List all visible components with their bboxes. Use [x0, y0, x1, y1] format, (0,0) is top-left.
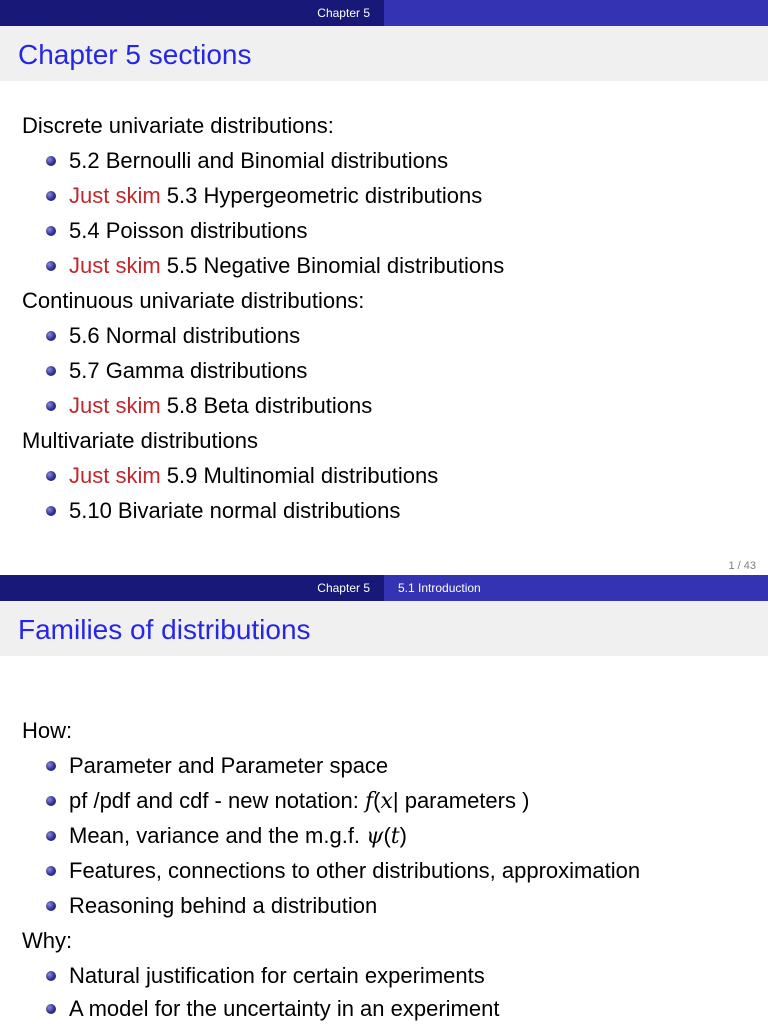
math-open-paren: (: [373, 788, 381, 813]
bullet-icon: [46, 226, 56, 236]
list-item: [22, 818, 640, 853]
bullet-icon: [46, 1004, 56, 1014]
bullet-icon: [46, 866, 56, 876]
list-item: [22, 748, 640, 783]
bullet-icon: [46, 506, 56, 516]
headline-section[interactable]: 5.1 Introduction: [384, 575, 768, 601]
list-item: [22, 493, 504, 528]
math-t: t: [390, 824, 400, 849]
math-psi: ψ: [366, 824, 384, 849]
math-f: f: [364, 789, 374, 814]
bullet-icon: [46, 331, 56, 341]
frame-title-bar: [0, 601, 768, 656]
item-text: 5.3 Hypergeometric distributions: [160, 183, 483, 208]
bullet-icon: [46, 191, 56, 201]
group-heading: Multivariate distributions: [22, 428, 258, 453]
list-item: [22, 888, 640, 923]
bullet-icon: [46, 156, 56, 166]
item-text: 5.10 Bivariate normal distributions: [69, 498, 401, 523]
frame-title: Chapter 5 sections: [18, 39, 252, 70]
list-item: [22, 353, 504, 388]
bullet-icon: [46, 401, 56, 411]
headline-bar: [0, 575, 768, 601]
headline-section[interactable]: [384, 0, 768, 26]
just-skim-label: Just skim: [69, 253, 161, 278]
math-bar: |: [392, 788, 399, 813]
item-text: Natural justification for certain experiments: [69, 963, 485, 988]
families-list: [22, 713, 640, 1024]
bullet-icon: [46, 796, 56, 806]
why-heading: Why:: [22, 928, 73, 953]
math-close-paren: ): [399, 823, 407, 848]
list-item: [22, 783, 640, 818]
how-heading: How:: [22, 718, 73, 743]
list-item: [22, 248, 504, 283]
item-text: 5.8 Beta distributions: [160, 393, 373, 418]
item-text: A model for the uncertainty in an experiment: [69, 996, 500, 1021]
list-item: [22, 853, 640, 888]
item-text: Reasoning behind a distribution: [69, 893, 378, 918]
frame-title: Families of distributions: [18, 614, 311, 645]
math-open-paren: (: [383, 823, 391, 848]
slide-2: [0, 575, 768, 1024]
item-text: Features, connections to other distributions, approximation: [69, 858, 641, 883]
item-text: 5.9 Multinomial distributions: [160, 463, 439, 488]
list-item: [22, 178, 504, 213]
item-text: 5.2 Bernoulli and Binomial distributions: [69, 148, 449, 173]
bullet-icon: [46, 971, 56, 981]
group-heading: Discrete univariate distributions:: [22, 113, 334, 138]
item-text: Parameter and Parameter space: [69, 753, 389, 778]
headline-chapter[interactable]: Chapter 5: [0, 0, 384, 26]
just-skim-label: Just skim: [69, 463, 161, 488]
bullet-icon: [46, 761, 56, 771]
list-item: [22, 213, 504, 248]
list-item: [22, 458, 504, 493]
list-item: [22, 318, 504, 353]
headline-chapter[interactable]: Chapter 5: [0, 575, 384, 601]
item-text: 5.7 Gamma distributions: [69, 358, 308, 383]
item-text: pf /pdf and cdf - new notation:: [69, 788, 365, 813]
headline-bar: [0, 0, 768, 26]
list-item: [22, 143, 504, 178]
item-text-tail: parameters ): [398, 788, 530, 813]
just-skim-label: Just skim: [69, 183, 161, 208]
section-list: [22, 108, 504, 528]
list-item: [22, 993, 640, 1024]
bullet-icon: [46, 901, 56, 911]
bullet-icon: [46, 366, 56, 376]
frame-title-bar: [0, 26, 768, 81]
math-x: x: [380, 789, 393, 814]
just-skim-label: Just skim: [69, 393, 161, 418]
item-text: Mean, variance and the m.g.f.: [69, 823, 367, 848]
list-item: [22, 388, 504, 423]
group-heading: Continuous univariate distributions:: [22, 288, 365, 313]
item-text: 5.6 Normal distributions: [69, 323, 301, 348]
item-text: 5.5 Negative Binomial distributions: [160, 253, 505, 278]
bullet-icon: [46, 831, 56, 841]
page-number: 1 / 43: [728, 560, 756, 572]
item-text: 5.4 Poisson distributions: [69, 218, 308, 243]
list-item: [22, 958, 640, 993]
bullet-icon: [46, 471, 56, 481]
bullet-icon: [46, 261, 56, 271]
